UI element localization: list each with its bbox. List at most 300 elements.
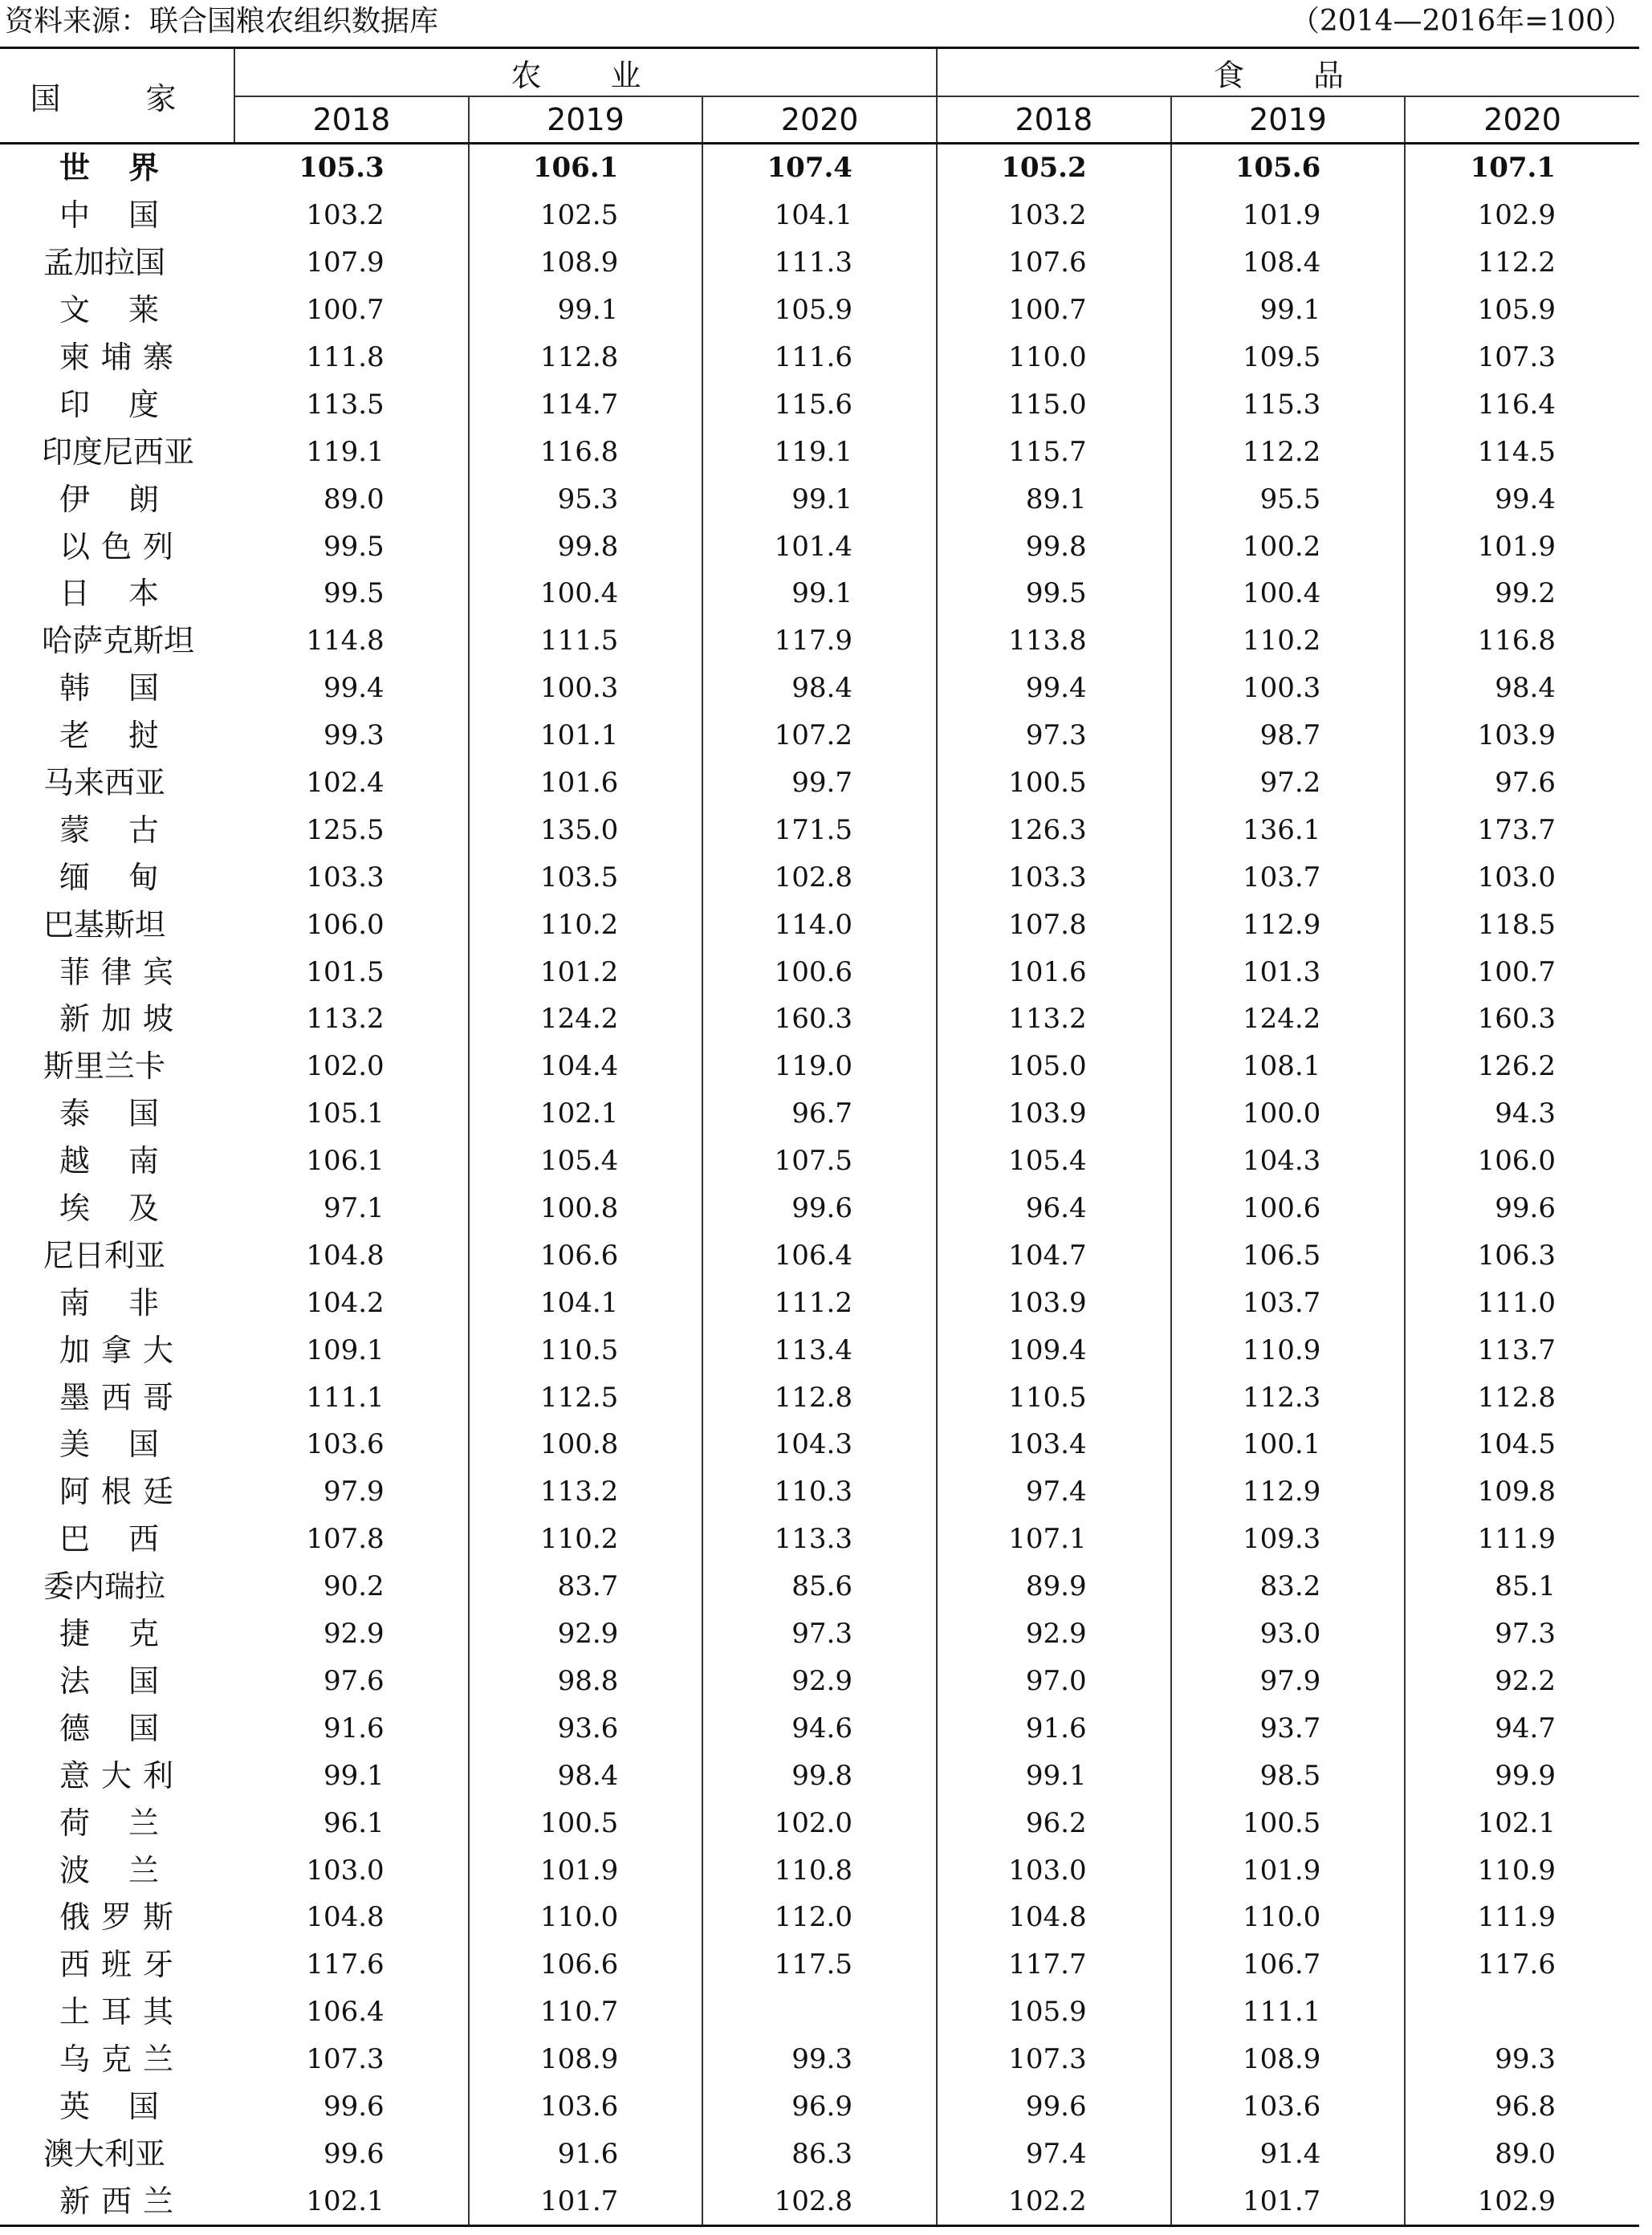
index-value: 112.3 bbox=[1171, 1374, 1406, 1421]
year-header: 2020 bbox=[702, 96, 937, 144]
index-value: 97.9 bbox=[234, 1468, 469, 1516]
index-value: 124.2 bbox=[469, 995, 703, 1043]
country-name: 墨西哥 bbox=[59, 1379, 185, 1415]
index-value: 100.5 bbox=[1171, 1799, 1406, 1846]
country-name: 乌克兰 bbox=[59, 2042, 185, 2078]
index-value: 103.2 bbox=[937, 192, 1171, 239]
index-value: 109.5 bbox=[1171, 334, 1406, 381]
year-header: 2019 bbox=[469, 96, 703, 144]
index-value: 112.5 bbox=[469, 1374, 703, 1421]
index-value: 102.9 bbox=[1477, 199, 1556, 232]
index-value: 110.0 bbox=[937, 334, 1171, 381]
index-value: 100.0 bbox=[1171, 1090, 1406, 1138]
index-value: 83.2 bbox=[1171, 1563, 1406, 1610]
index-value: 108.9 bbox=[469, 239, 703, 287]
index-value: 86.3 bbox=[702, 2130, 937, 2177]
table-row bbox=[0, 2177, 1639, 2225]
index-value: 96.7 bbox=[702, 1090, 937, 1138]
table-row bbox=[0, 1090, 1639, 1138]
country-name: 韩国 bbox=[59, 670, 198, 706]
index-value: 98.4 bbox=[469, 1752, 703, 1799]
index-value: 110.2 bbox=[469, 901, 703, 948]
index-value: 101.7 bbox=[1171, 2177, 1406, 2225]
index-value: 103.6 bbox=[469, 2083, 703, 2131]
table-row bbox=[0, 287, 1639, 334]
index-value: 103.3 bbox=[234, 853, 469, 901]
index-value: 105.2 bbox=[937, 144, 1171, 192]
country-name: 加拿大 bbox=[59, 1332, 185, 1368]
country-name: 菲律宾 bbox=[59, 954, 185, 990]
index-value: 96.1 bbox=[234, 1799, 469, 1846]
table-row bbox=[0, 1185, 1639, 1232]
index-value: 160.3 bbox=[1477, 1003, 1556, 1036]
index-value: 103.0 bbox=[1477, 861, 1556, 894]
index-value: 103.4 bbox=[937, 1421, 1171, 1468]
index-value: 125.5 bbox=[234, 806, 469, 853]
index-value: 119.0 bbox=[702, 1043, 937, 1090]
index-value: 104.4 bbox=[469, 1043, 703, 1090]
index-value: 102.2 bbox=[937, 2177, 1171, 2225]
index-value: 114.7 bbox=[469, 381, 703, 428]
country-name: 以色列 bbox=[59, 528, 185, 564]
index-value: 95.5 bbox=[1171, 475, 1406, 523]
country-name: 西班牙 bbox=[59, 1947, 185, 1983]
table-row bbox=[0, 1468, 1639, 1516]
table-row bbox=[0, 1799, 1639, 1846]
index-value: 118.5 bbox=[1477, 908, 1556, 941]
index-value: 105.1 bbox=[234, 1090, 469, 1138]
index-value: 116.8 bbox=[1477, 625, 1556, 657]
index-value: 112.8 bbox=[469, 334, 703, 381]
country-name: 埃及 bbox=[59, 1191, 198, 1227]
index-value: 103.0 bbox=[937, 1846, 1171, 1894]
year-header: 2018 bbox=[234, 96, 469, 144]
index-value: 112.2 bbox=[1477, 246, 1556, 279]
index-value: 92.9 bbox=[234, 1610, 469, 1658]
country-name: 澳大利亚 bbox=[43, 2135, 166, 2172]
group-header-food: 食 品 bbox=[937, 48, 1639, 97]
index-value: 92.2 bbox=[1495, 1664, 1556, 1697]
index-value: 116.8 bbox=[469, 428, 703, 475]
index-value: 99.4 bbox=[1495, 482, 1556, 515]
index-value: 119.1 bbox=[234, 428, 469, 475]
index-value: 160.3 bbox=[702, 995, 937, 1043]
country-name: 美国 bbox=[59, 1427, 198, 1463]
index-value: 100.1 bbox=[1171, 1421, 1406, 1468]
country-name: 越南 bbox=[59, 1143, 198, 1179]
table-row bbox=[0, 1658, 1639, 1705]
index-value: 107.6 bbox=[937, 239, 1171, 287]
index-value: 104.3 bbox=[1171, 1138, 1406, 1185]
index-value: 171.5 bbox=[702, 806, 937, 853]
index-value: 99.4 bbox=[234, 665, 469, 712]
country-name: 孟加拉国 bbox=[43, 245, 166, 281]
index-value: 104.1 bbox=[702, 192, 937, 239]
table-caption bbox=[0, 0, 1652, 45]
index-value: 107.4 bbox=[702, 144, 937, 192]
index-value: 103.7 bbox=[1171, 853, 1406, 901]
index-value: 108.9 bbox=[469, 2036, 703, 2083]
index-value: 100.8 bbox=[469, 1421, 703, 1468]
index-value: 99.5 bbox=[234, 570, 469, 617]
country-name: 巴西 bbox=[59, 1521, 198, 1557]
country-name: 俄罗斯 bbox=[59, 1899, 185, 1936]
index-value: 102.0 bbox=[702, 1799, 937, 1846]
index-value: 100.4 bbox=[1171, 570, 1406, 617]
index-value: 99.8 bbox=[937, 523, 1171, 570]
index-value: 100.8 bbox=[469, 1185, 703, 1232]
index-value: 103.9 bbox=[1477, 719, 1556, 752]
index-value: 99.9 bbox=[1495, 1759, 1556, 1792]
table-row bbox=[0, 1894, 1639, 1941]
index-value: 110.0 bbox=[1171, 1894, 1406, 1941]
index-value: 96.9 bbox=[702, 2083, 937, 2131]
index-value: 99.8 bbox=[469, 523, 703, 570]
index-value: 101.2 bbox=[469, 948, 703, 995]
index-value: 110.5 bbox=[937, 1374, 1171, 1421]
index-value: 101.9 bbox=[1477, 530, 1556, 563]
index-value: 100.2 bbox=[1171, 523, 1406, 570]
table-row bbox=[0, 1231, 1639, 1279]
table-row bbox=[0, 853, 1639, 901]
index-value: 104.8 bbox=[234, 1894, 469, 1941]
index-value: 112.2 bbox=[1171, 428, 1406, 475]
country-name: 日本 bbox=[59, 576, 198, 612]
index-value: 111.1 bbox=[234, 1374, 469, 1421]
index-value: 113.3 bbox=[702, 1516, 937, 1563]
table-row bbox=[0, 1138, 1639, 1185]
table-row bbox=[0, 2130, 1639, 2177]
index-value: 97.9 bbox=[1171, 1658, 1406, 1705]
index-value: 101.6 bbox=[469, 759, 703, 807]
index-value: 119.1 bbox=[702, 428, 937, 475]
index-value: 91.6 bbox=[234, 1704, 469, 1752]
index-value: 99.1 bbox=[702, 475, 937, 523]
index-value: 107.5 bbox=[702, 1138, 937, 1185]
table-row bbox=[0, 1326, 1639, 1374]
table-row bbox=[0, 2036, 1639, 2083]
country-name: 波兰 bbox=[59, 1852, 198, 1888]
country-name: 中国 bbox=[59, 197, 198, 234]
index-value: 103.2 bbox=[234, 192, 469, 239]
country-name: 土耳其 bbox=[59, 1994, 185, 2030]
country-name: 阿根廷 bbox=[59, 1474, 185, 1510]
index-value: 102.8 bbox=[702, 853, 937, 901]
index-value: 96.8 bbox=[1495, 2090, 1556, 2123]
index-value: 99.3 bbox=[234, 712, 469, 759]
country-name: 荷兰 bbox=[59, 1805, 198, 1841]
index-value: 104.1 bbox=[469, 1279, 703, 1326]
index-value: 103.9 bbox=[937, 1090, 1171, 1138]
index-value: 106.4 bbox=[234, 1989, 469, 2036]
country-name: 新西兰 bbox=[0, 2177, 234, 2225]
country-name: 马来西亚 bbox=[43, 765, 166, 801]
index-value: 116.4 bbox=[1477, 388, 1556, 421]
index-value: 105.9 bbox=[1477, 294, 1556, 327]
country-name: 尼日利亚 bbox=[43, 1237, 166, 1273]
index-value: 126.3 bbox=[937, 806, 1171, 853]
index-value: 98.4 bbox=[1495, 672, 1556, 705]
index-value: 103.3 bbox=[937, 853, 1171, 901]
country-name: 哈萨克斯坦 bbox=[42, 623, 195, 659]
country-name: 英国 bbox=[59, 2088, 198, 2124]
index-value: 105.6 bbox=[1171, 144, 1406, 192]
index-value: 106.1 bbox=[234, 1138, 469, 1185]
index-value: 117.6 bbox=[1477, 1948, 1556, 1981]
index-value: 111.1 bbox=[1171, 1989, 1406, 2036]
source-note: 资料来源：联合国粮农组织数据库 bbox=[5, 5, 439, 38]
index-value: 115.3 bbox=[1171, 381, 1406, 428]
index-value: 107.2 bbox=[702, 712, 937, 759]
country-name: 法国 bbox=[59, 1663, 198, 1699]
index-value: 93.0 bbox=[1171, 1610, 1406, 1658]
index-value: 91.6 bbox=[469, 2130, 703, 2177]
index-value bbox=[1405, 1989, 1639, 2036]
index-value: 97.3 bbox=[937, 712, 1171, 759]
table-row bbox=[0, 1043, 1639, 1090]
index-value: 173.7 bbox=[1477, 813, 1556, 846]
table-row bbox=[0, 617, 1639, 665]
table-row bbox=[0, 1704, 1639, 1752]
country-name: 委内瑞拉 bbox=[43, 1569, 166, 1605]
index-value: 99.6 bbox=[234, 2130, 469, 2177]
index-value: 103.9 bbox=[937, 1279, 1171, 1326]
index-value: 94.7 bbox=[1495, 1712, 1556, 1744]
index-value: 112.9 bbox=[1171, 1468, 1406, 1516]
index-value: 101.9 bbox=[469, 1846, 703, 1894]
table-row bbox=[0, 712, 1639, 759]
index-value: 114.8 bbox=[234, 617, 469, 665]
country-name: 伊朗 bbox=[59, 481, 198, 517]
index-value: 111.0 bbox=[1477, 1286, 1556, 1319]
table-row bbox=[0, 381, 1639, 428]
index-value: 111.9 bbox=[1477, 1523, 1556, 1556]
table-row bbox=[0, 1846, 1639, 1894]
index-value: 93.6 bbox=[469, 1704, 703, 1752]
index-value: 106.0 bbox=[1477, 1145, 1556, 1178]
index-value: 110.2 bbox=[469, 1516, 703, 1563]
index-value: 103.6 bbox=[234, 1421, 469, 1468]
index-value: 103.0 bbox=[234, 1846, 469, 1894]
index-value: 105.4 bbox=[937, 1138, 1171, 1185]
index-value: 111.5 bbox=[469, 617, 703, 665]
index-value: 99.8 bbox=[702, 1752, 937, 1799]
index-value: 110.0 bbox=[469, 1894, 703, 1941]
table-row bbox=[0, 806, 1639, 853]
country-name: 巴基斯坦 bbox=[43, 906, 166, 942]
index-value: 112.9 bbox=[1171, 901, 1406, 948]
index-value: 99.5 bbox=[937, 570, 1171, 617]
index-value: 101.5 bbox=[234, 948, 469, 995]
index-value: 85.6 bbox=[702, 1563, 937, 1610]
index-value: 103.5 bbox=[469, 853, 703, 901]
index-value: 104.5 bbox=[1477, 1428, 1556, 1461]
index-value: 110.7 bbox=[469, 1989, 703, 2036]
index-value: 109.4 bbox=[937, 1326, 1171, 1374]
country-name: 捷克 bbox=[59, 1616, 198, 1652]
index-value: 97.3 bbox=[1495, 1618, 1556, 1651]
index-value: 97.6 bbox=[234, 1658, 469, 1705]
index-value: 93.7 bbox=[1171, 1704, 1406, 1752]
index-value: 97.6 bbox=[1495, 767, 1556, 800]
index-value: 111.2 bbox=[702, 1279, 937, 1326]
index-value: 106.7 bbox=[1171, 1941, 1406, 1989]
index-value: 102.4 bbox=[234, 759, 469, 807]
index-value: 111.3 bbox=[702, 239, 937, 287]
index-value: 100.6 bbox=[1171, 1185, 1406, 1232]
index-value: 104.8 bbox=[234, 1231, 469, 1279]
base-period-note: （2014—2016年=100） bbox=[1290, 5, 1633, 38]
index-value: 100.7 bbox=[1477, 955, 1556, 988]
index-value: 102.9 bbox=[1405, 2177, 1639, 2225]
index-value: 101.1 bbox=[469, 712, 703, 759]
index-value: 99.7 bbox=[702, 759, 937, 807]
index-value: 113.2 bbox=[937, 995, 1171, 1043]
table-row bbox=[0, 1941, 1639, 1989]
index-value: 115.7 bbox=[937, 428, 1171, 475]
index-value: 124.2 bbox=[1171, 995, 1406, 1043]
price-index-table bbox=[0, 47, 1639, 2227]
index-value: 107.1 bbox=[1470, 152, 1556, 185]
index-value: 107.3 bbox=[234, 2036, 469, 2083]
index-value: 97.3 bbox=[702, 1610, 937, 1658]
group-header-agriculture: 农 业 bbox=[234, 48, 937, 97]
index-value: 99.4 bbox=[937, 665, 1171, 712]
header-row-years bbox=[0, 96, 1639, 144]
index-value: 98.5 bbox=[1171, 1752, 1406, 1799]
index-value: 112.8 bbox=[1477, 1381, 1556, 1414]
index-value: 114.0 bbox=[702, 901, 937, 948]
table-row bbox=[0, 428, 1639, 475]
index-value: 102.1 bbox=[1477, 1806, 1556, 1839]
index-value: 105.3 bbox=[234, 144, 469, 192]
index-value: 85.1 bbox=[1495, 1570, 1556, 1603]
table-row bbox=[0, 2083, 1639, 2131]
table-row bbox=[0, 1374, 1639, 1421]
index-value: 100.5 bbox=[937, 759, 1171, 807]
index-value: 90.2 bbox=[234, 1563, 469, 1610]
index-value: 92.9 bbox=[937, 1610, 1171, 1658]
index-value: 97.1 bbox=[234, 1185, 469, 1232]
index-value: 105.9 bbox=[937, 1989, 1171, 2036]
index-value: 110.3 bbox=[702, 1468, 937, 1516]
table-row bbox=[0, 523, 1639, 570]
table-row bbox=[0, 1989, 1639, 2036]
country-name: 意大利 bbox=[59, 1757, 185, 1793]
index-value: 103.7 bbox=[1171, 1279, 1406, 1326]
country-name: 新加坡 bbox=[59, 1001, 185, 1037]
index-value: 103.6 bbox=[1171, 2083, 1406, 2131]
index-value: 99.6 bbox=[702, 1185, 937, 1232]
index-value: 101.9 bbox=[1171, 192, 1406, 239]
index-value: 98.8 bbox=[469, 1658, 703, 1705]
index-value: 100.6 bbox=[702, 948, 937, 995]
index-value: 99.1 bbox=[702, 570, 937, 617]
table-row bbox=[0, 1279, 1639, 1326]
index-value: 108.1 bbox=[1171, 1043, 1406, 1090]
table-row bbox=[0, 475, 1639, 523]
index-value: 83.7 bbox=[469, 1563, 703, 1610]
index-value: 111.8 bbox=[234, 334, 469, 381]
index-value: 99.5 bbox=[234, 523, 469, 570]
table-row bbox=[0, 1563, 1639, 1610]
index-value: 110.2 bbox=[1171, 617, 1406, 665]
index-value: 107.8 bbox=[937, 901, 1171, 948]
index-value: 101.6 bbox=[937, 948, 1171, 995]
index-value: 113.4 bbox=[702, 1326, 937, 1374]
index-value: 100.7 bbox=[234, 287, 469, 334]
index-value: 107.8 bbox=[234, 1516, 469, 1563]
index-value: 107.3 bbox=[937, 2036, 1171, 2083]
index-value: 110.5 bbox=[469, 1326, 703, 1374]
index-value: 111.9 bbox=[1477, 1901, 1556, 1934]
index-value: 110.9 bbox=[1171, 1326, 1406, 1374]
index-value: 100.7 bbox=[937, 287, 1171, 334]
index-value: 92.9 bbox=[702, 1658, 937, 1705]
index-value: 115.0 bbox=[937, 381, 1171, 428]
index-value: 89.0 bbox=[234, 475, 469, 523]
index-value: 92.9 bbox=[469, 1610, 703, 1658]
index-value: 113.7 bbox=[1477, 1333, 1556, 1366]
country-name: 印度尼西亚 bbox=[42, 434, 195, 470]
country-name: 泰国 bbox=[59, 1096, 198, 1132]
index-value: 110.9 bbox=[1477, 1854, 1556, 1887]
index-value: 102.5 bbox=[469, 192, 703, 239]
index-value: 112.0 bbox=[702, 1894, 937, 1941]
index-value: 99.6 bbox=[937, 2083, 1171, 2131]
index-value: 89.9 bbox=[937, 1563, 1171, 1610]
index-value: 111.6 bbox=[702, 334, 937, 381]
index-value: 106.1 bbox=[469, 144, 703, 192]
index-value: 95.3 bbox=[469, 475, 703, 523]
year-header: 2018 bbox=[937, 96, 1171, 144]
index-value: 99.1 bbox=[234, 1752, 469, 1799]
index-value: 91.4 bbox=[1171, 2130, 1406, 2177]
country-name: 印度 bbox=[59, 386, 198, 422]
index-value: 97.2 bbox=[1171, 759, 1406, 807]
index-value: 96.2 bbox=[937, 1799, 1171, 1846]
index-value: 117.9 bbox=[702, 617, 937, 665]
index-value: 112.8 bbox=[702, 1374, 937, 1421]
index-value: 102.0 bbox=[234, 1043, 469, 1090]
index-value: 106.6 bbox=[469, 1231, 703, 1279]
index-value: 105.0 bbox=[937, 1043, 1171, 1090]
table-row bbox=[0, 334, 1639, 381]
table-row bbox=[0, 1752, 1639, 1799]
index-value: 91.6 bbox=[937, 1704, 1171, 1752]
index-value: 105.4 bbox=[469, 1138, 703, 1185]
index-value: 108.4 bbox=[1171, 239, 1406, 287]
table-row bbox=[0, 239, 1639, 287]
table-row bbox=[0, 759, 1639, 807]
index-value: 115.6 bbox=[702, 381, 937, 428]
index-value: 102.8 bbox=[702, 2177, 937, 2225]
table-row bbox=[0, 144, 1639, 192]
table-row bbox=[0, 570, 1639, 617]
country-name: 老挝 bbox=[59, 718, 198, 754]
table-body bbox=[0, 144, 1639, 2226]
index-value: 99.1 bbox=[937, 1752, 1171, 1799]
index-value: 101.7 bbox=[469, 2177, 703, 2225]
country-name: 蒙古 bbox=[59, 812, 198, 848]
year-header: 2019 bbox=[1171, 96, 1406, 144]
index-value: 107.3 bbox=[1477, 341, 1556, 373]
index-value: 135.0 bbox=[469, 806, 703, 853]
index-value: 100.5 bbox=[469, 1799, 703, 1846]
index-value: 106.3 bbox=[1477, 1239, 1556, 1272]
index-value bbox=[702, 1989, 937, 2036]
index-value: 101.4 bbox=[702, 523, 937, 570]
